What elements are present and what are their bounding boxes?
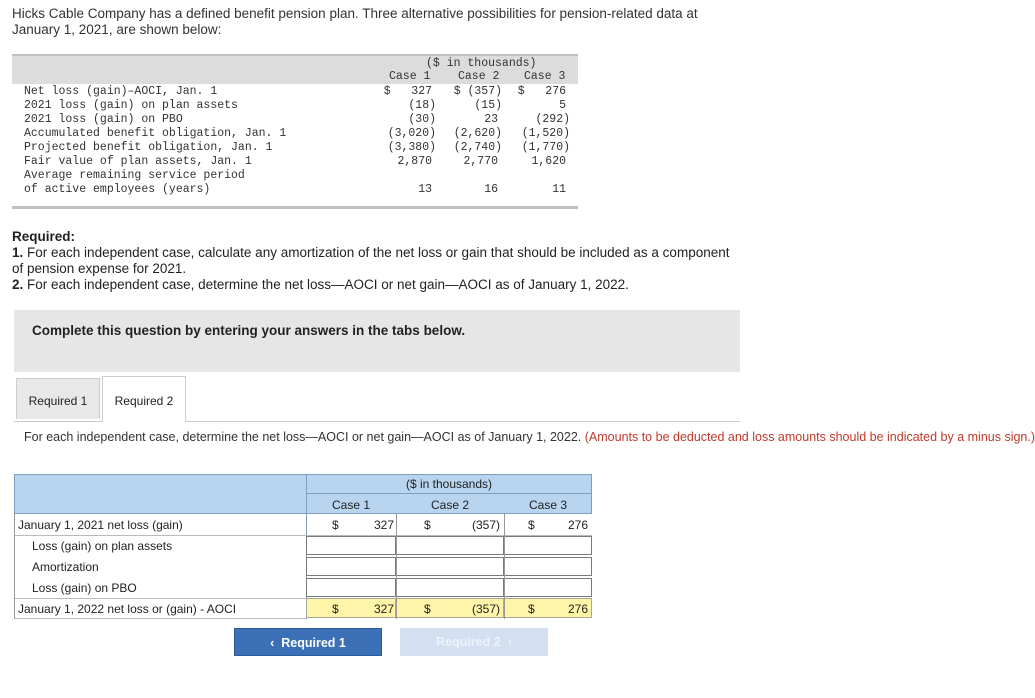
data-cell: 16 xyxy=(484,183,498,196)
data-cell: (1,520) xyxy=(521,127,570,140)
answer-row-label: Loss (gain) on PBO xyxy=(32,581,137,595)
complete-prompt-box xyxy=(14,310,740,372)
answer-value: 276 xyxy=(567,518,588,532)
prev-button-label: Required 1 xyxy=(281,636,346,650)
instruction-text: For each independent case, determine the net loss—AOCI or net gain—AOCI as of January 1, 2022. xyxy=(24,430,582,444)
data-cell: (1,770) xyxy=(521,141,570,154)
data-case-2: Case 2 xyxy=(458,70,500,83)
data-cell: 1,620 xyxy=(531,155,566,168)
dollar-sign: $ xyxy=(332,602,339,616)
loss-pbo-case-3-input[interactable] xyxy=(504,578,592,597)
data-cell: (2,620) xyxy=(453,127,502,140)
data-cell: 5 xyxy=(559,99,566,112)
data-cell: (18) xyxy=(408,99,436,112)
required-heading: Required: xyxy=(12,229,76,244)
loss-pbo-case-2-input[interactable] xyxy=(396,578,504,597)
chevron-left-icon: ‹ xyxy=(270,636,275,650)
answer-unit: ($ in thousands) xyxy=(405,477,493,491)
complete-prompt: Complete this question by entering your answers in the tabs below. xyxy=(32,323,466,338)
data-row-label: Net loss (gain)–AOCI, Jan. 1 xyxy=(24,85,218,98)
dollar-sign: $ xyxy=(528,518,535,532)
data-row-label: 2021 loss (gain) on PBO xyxy=(24,113,183,126)
dollar-sign: $ xyxy=(424,518,431,532)
tab-required-1[interactable]: Required 1 xyxy=(16,378,100,419)
data-row-label: Projected benefit obligation, Jan. 1 xyxy=(24,141,273,154)
instruction xyxy=(24,430,1035,445)
required-item-1: For each independent case, calculate any amortization of the net loss or gain that should be included as a component of pension expense for 2021. xyxy=(12,245,730,276)
next-button-label: Required 2 xyxy=(436,635,501,649)
total-value: 327 xyxy=(373,602,394,616)
data-row-label: 2021 loss (gain) on plan assets xyxy=(24,99,238,112)
data-cell: (292) xyxy=(535,113,570,126)
loss-plan-assets-case-3-input[interactable] xyxy=(504,536,592,555)
intro-text: Hicks Cable Company has a defined benefit pension plan. Three alternative possibilities for pension-related data at January 1, 2021, are shown below: xyxy=(12,6,698,37)
tab-required-2[interactable]: Required 2 xyxy=(102,376,186,422)
data-row-label: Accumulated benefit obligation, Jan. 1 xyxy=(24,127,287,140)
data-cell: (3,020) xyxy=(387,127,436,140)
data-row-label: Average remaining service period xyxy=(24,169,245,182)
required-item-2: For each independent case, determine the net loss—AOCI or net gain—AOCI as of January 1, 2022. xyxy=(27,277,629,292)
total-value: (357) xyxy=(471,602,500,616)
answer-table xyxy=(14,474,592,619)
dollar-sign: $ xyxy=(424,602,431,616)
required-item-2-num: 2. xyxy=(12,277,24,292)
data-cell: (2,740) xyxy=(453,141,502,154)
data-cell: (3,380) xyxy=(387,141,436,154)
data-row-label: Fair value of plan assets, Jan. 1 xyxy=(24,155,252,168)
data-cell: $ 276 xyxy=(517,85,566,98)
data-case-1: Case 1 xyxy=(389,70,431,83)
required-section xyxy=(12,229,732,293)
data-cell: 23 xyxy=(484,113,498,126)
data-case-3: Case 3 xyxy=(524,70,566,83)
answer-case-2: Case 2 xyxy=(430,498,470,512)
prev-required-1-button[interactable] xyxy=(234,628,382,656)
dollar-sign: $ xyxy=(528,602,535,616)
data-cell: 13 xyxy=(418,183,432,196)
answer-row-label: Amortization xyxy=(32,560,99,574)
data-row-label: of active employees (years) xyxy=(24,183,211,196)
loss-pbo-case-1-input[interactable] xyxy=(306,578,396,597)
dollar-sign: $ xyxy=(332,518,339,532)
data-cell: (30) xyxy=(408,113,436,126)
data-cell: 11 xyxy=(552,183,566,196)
data-cell: $ (357) xyxy=(453,85,502,98)
answer-value: 327 xyxy=(373,518,394,532)
loss-plan-assets-case-2-input[interactable] xyxy=(396,536,504,555)
required-item-1-num: 1. xyxy=(12,245,24,260)
next-required-2-button[interactable] xyxy=(400,628,548,656)
answer-row-label: January 1, 2022 net loss or (gain) - AOCI xyxy=(18,602,237,616)
loss-plan-assets-case-1-input[interactable] xyxy=(306,536,396,555)
data-unit: ($ in thousands) xyxy=(426,57,537,70)
chevron-right-icon: › xyxy=(507,635,512,649)
answer-case-3: Case 3 xyxy=(528,498,568,512)
answer-row-label: Loss (gain) on plan assets xyxy=(32,539,173,553)
amortization-case-3-input[interactable] xyxy=(504,557,592,576)
data-cell: $ 327 xyxy=(383,85,432,98)
pension-data-table xyxy=(12,54,578,209)
total-value: 276 xyxy=(567,602,588,616)
data-cell: (15) xyxy=(474,99,502,112)
data-cell: 2,870 xyxy=(397,155,432,168)
amortization-case-2-input[interactable] xyxy=(396,557,504,576)
amortization-case-1-input[interactable] xyxy=(306,557,396,576)
answer-row-label: January 1, 2021 net loss (gain) xyxy=(18,518,183,532)
instruction-note: (Amounts to be deducted and loss amounts should be indicated by a minus sign.) xyxy=(584,430,1035,444)
answer-value: (357) xyxy=(471,518,500,532)
data-cell: 2,770 xyxy=(463,155,498,168)
answer-case-1: Case 1 xyxy=(331,498,371,512)
